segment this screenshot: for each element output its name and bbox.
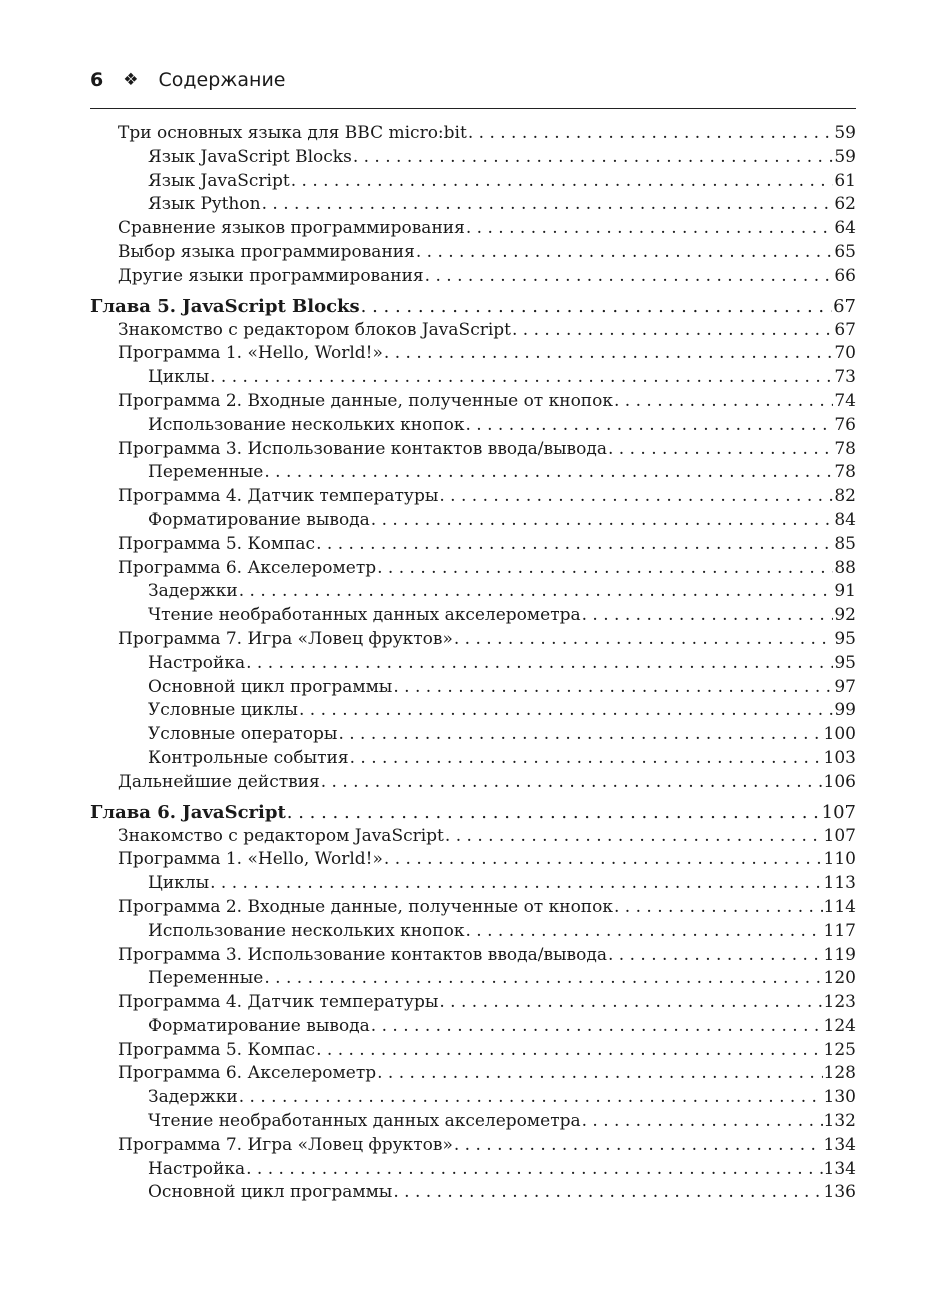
toc-entry — [90, 872, 856, 896]
toc-entry — [90, 580, 856, 604]
toc-entry — [90, 438, 856, 462]
dot-leader — [246, 1158, 822, 1182]
dot-leader — [384, 342, 833, 366]
table-of-contents — [90, 122, 856, 1205]
toc-entry-title: Программа 6. Акселерометр — [118, 557, 377, 578]
toc-chapter-entry — [90, 294, 856, 319]
toc-entry-title: Задержки — [148, 581, 238, 602]
toc-entry-title: Форматирование вывода — [148, 1015, 370, 1036]
dot-leader — [465, 414, 833, 438]
toc-entry-title: Программа 6. Акселерометр — [118, 1063, 377, 1084]
toc-entry — [90, 170, 856, 194]
toc-entry-page: 91 — [834, 581, 856, 602]
toc-entry — [90, 241, 856, 265]
toc-entry-page: 103 — [823, 747, 856, 768]
dot-leader — [465, 920, 822, 944]
toc-entry — [90, 944, 856, 968]
toc-entry-title: Переменные — [148, 968, 264, 989]
toc-entry — [90, 604, 856, 628]
dot-leader — [287, 800, 821, 825]
toc-entry — [90, 342, 856, 366]
toc-entry-page: 120 — [823, 968, 856, 989]
dot-leader — [416, 241, 834, 265]
dot-leader — [321, 771, 823, 795]
toc-entry — [90, 319, 856, 343]
toc-entry-title: Чтение необработанных данных акселерометра — [148, 605, 581, 626]
toc-entry-page: 64 — [834, 218, 856, 239]
toc-entry-title: Глава 5. JavaScript Blocks — [90, 295, 360, 317]
toc-entry-title: Форматирование вывода — [148, 509, 370, 530]
toc-entry — [90, 848, 856, 872]
toc-entry-page: 128 — [823, 1063, 856, 1084]
toc-entry-page: 124 — [823, 1015, 856, 1036]
toc-entry-page: 107 — [821, 801, 856, 823]
toc-entry-title: Использование нескольких кнопок — [148, 920, 465, 941]
dot-leader — [439, 485, 833, 509]
toc-entry — [90, 557, 856, 581]
dot-leader — [439, 991, 822, 1015]
toc-entry-title: Язык Python — [148, 194, 261, 215]
toc-entry-page: 92 — [834, 605, 856, 626]
dot-leader — [512, 319, 833, 343]
dot-leader — [614, 390, 833, 414]
dot-leader — [316, 533, 833, 557]
toc-entry-title: Три основных языка для BBC micro:bit — [118, 123, 467, 143]
toc-entry-title: Выбор языка программирования — [118, 241, 415, 262]
toc-entry-page: 67 — [834, 319, 856, 340]
toc-entry-page: 130 — [823, 1087, 856, 1108]
toc-entry-page: 106 — [823, 771, 856, 792]
toc-entry-title: Использование нескольких кнопок — [148, 414, 465, 435]
toc-entry-title: Программа 5. Компас — [118, 1039, 316, 1060]
dot-leader — [454, 1134, 823, 1158]
dot-leader — [466, 217, 834, 241]
dot-leader — [316, 1039, 822, 1063]
toc-entry-page: 88 — [834, 557, 856, 578]
dot-leader — [377, 1062, 822, 1086]
toc-entry-title: Программа 1. «Hello, World!» — [118, 343, 383, 364]
page-number: 6 — [90, 69, 104, 91]
toc-entry — [90, 652, 856, 676]
toc-entry-page: 59 — [834, 146, 856, 167]
toc-entry-title: Сравнение языков программирования — [118, 218, 465, 239]
toc-entry-page: 76 — [834, 414, 856, 435]
toc-entry — [90, 991, 856, 1015]
toc-entry — [90, 676, 856, 700]
toc-entry — [90, 509, 856, 533]
toc-entry-page: 132 — [823, 1111, 856, 1132]
toc-entry-page: 95 — [834, 652, 856, 673]
toc-entry — [90, 1086, 856, 1110]
toc-entry — [90, 366, 856, 390]
dot-leader — [353, 146, 834, 170]
toc-entry-page: 134 — [823, 1158, 856, 1179]
toc-entry-page: 97 — [834, 676, 856, 697]
dot-leader — [384, 848, 823, 872]
toc-entry-title: Другие языки программирования — [118, 265, 424, 286]
dot-leader — [262, 193, 834, 217]
dot-leader — [371, 1015, 823, 1039]
dot-leader — [299, 699, 833, 723]
toc-entry-page: 82 — [834, 486, 856, 507]
toc-entry — [90, 628, 856, 652]
toc-entry — [90, 414, 856, 438]
toc-entry-page: 134 — [823, 1134, 856, 1155]
toc-entry — [90, 825, 856, 849]
toc-entry — [90, 723, 856, 747]
toc-entry-title: Знакомство с редактором JavaScript — [118, 825, 444, 846]
toc-entry — [90, 920, 856, 944]
dot-leader — [291, 170, 834, 194]
toc-entry-title: Циклы — [148, 873, 210, 894]
toc-entry-page: 123 — [823, 992, 856, 1013]
toc-entry-title: Циклы — [148, 367, 210, 388]
toc-entry-title: Глава 6. JavaScript — [90, 801, 286, 823]
toc-entry-title: Программа 3. Использование контактов ввода/вывода — [118, 438, 607, 459]
toc-entry — [90, 1062, 856, 1086]
toc-entry-page: 113 — [823, 873, 856, 894]
toc-entry-page: 107 — [823, 825, 856, 846]
toc-entry-title: Программа 7. Игра «Ловец фруктов» — [118, 1134, 453, 1155]
dot-leader — [361, 294, 832, 319]
toc-entry-title: Язык JavaScript — [148, 170, 290, 191]
toc-entry-title: Задержки — [148, 1087, 238, 1108]
dot-leader — [210, 366, 833, 390]
toc-entry-title: Дальнейшие действия — [118, 771, 320, 792]
toc-entry-page: 100 — [823, 724, 856, 745]
dot-leader — [608, 944, 823, 968]
dot-leader — [264, 461, 833, 485]
dot-leader — [468, 122, 834, 146]
dot-leader — [377, 557, 833, 581]
toc-entry-page: 67 — [833, 295, 856, 317]
toc-entry-title: Настройка — [148, 1158, 246, 1179]
dot-leader — [582, 1110, 823, 1134]
toc-entry-page: 78 — [834, 462, 856, 483]
toc-entry — [90, 146, 856, 170]
toc-entry-title: Программа 3. Использование контактов ввода/вывода — [118, 944, 607, 965]
toc-entry-page: 74 — [834, 390, 856, 411]
running-header — [90, 66, 856, 94]
toc-entry — [90, 896, 856, 920]
toc-entry — [90, 1015, 856, 1039]
toc-entry — [90, 1158, 856, 1182]
toc-entry — [90, 967, 856, 991]
toc-entry-title: Программа 2. Входные данные, полученные от кнопок — [118, 896, 613, 917]
dot-leader — [393, 676, 833, 700]
toc-entry-page: 78 — [834, 438, 856, 459]
toc-entry-title: Условные циклы — [148, 700, 298, 721]
toc-entry — [90, 533, 856, 557]
toc-entry — [90, 771, 856, 795]
dot-leader — [246, 652, 833, 676]
toc-entry-page: 59 — [834, 123, 856, 143]
toc-entry-title: Программа 1. «Hello, World!» — [118, 849, 383, 870]
dot-leader — [338, 723, 822, 747]
toc-entry — [90, 217, 856, 241]
toc-chapter-entry — [90, 800, 856, 825]
toc-entry-title: Контрольные события — [148, 747, 349, 768]
toc-entry — [90, 265, 856, 289]
toc-entry-page: 62 — [834, 194, 856, 215]
running-title: Содержание — [158, 69, 286, 91]
toc-entry-page: 136 — [823, 1182, 856, 1203]
dot-leader — [454, 628, 834, 652]
toc-entry-title: Условные операторы — [148, 724, 338, 745]
toc-entry-page: 99 — [834, 700, 856, 721]
toc-entry-page: 119 — [823, 944, 856, 965]
toc-entry-title: Настройка — [148, 652, 246, 673]
dot-leader — [264, 967, 822, 991]
toc-entry-title: Программа 5. Компас — [118, 533, 316, 554]
toc-entry-page: 65 — [834, 241, 856, 262]
toc-entry — [90, 193, 856, 217]
dot-leader — [614, 896, 823, 920]
toc-entry — [90, 1181, 856, 1205]
toc-entry — [90, 461, 856, 485]
toc-entry-title: Основной цикл программы — [148, 1182, 393, 1203]
dot-leader — [239, 1086, 823, 1110]
toc-entry — [90, 1039, 856, 1063]
toc-entry-page: 73 — [834, 367, 856, 388]
toc-entry — [90, 122, 856, 146]
toc-entry-title: Программа 4. Датчик температуры — [118, 992, 439, 1013]
toc-entry-title: Основной цикл программы — [148, 676, 393, 697]
toc-entry — [90, 747, 856, 771]
toc-entry-page: 125 — [823, 1039, 856, 1060]
toc-entry-page: 70 — [834, 343, 856, 364]
dot-leader — [210, 872, 822, 896]
toc-entry-title: Язык JavaScript Blocks — [148, 146, 352, 167]
toc-entry — [90, 699, 856, 723]
toc-entry-title: Чтение необработанных данных акселерометра — [148, 1111, 581, 1132]
toc-entry — [90, 1134, 856, 1158]
dot-leader — [393, 1181, 822, 1205]
dot-leader — [425, 265, 834, 289]
dot-leader — [371, 509, 834, 533]
toc-entry — [90, 485, 856, 509]
dot-leader — [350, 747, 823, 771]
header-rule — [90, 108, 856, 109]
toc-entry — [90, 1110, 856, 1134]
toc-entry-title: Программа 7. Игра «Ловец фруктов» — [118, 628, 453, 649]
toc-entry-page: 95 — [834, 628, 856, 649]
dot-leader — [608, 438, 833, 462]
toc-entry-title: Программа 2. Входные данные, полученные от кнопок — [118, 390, 613, 411]
toc-entry-title: Переменные — [148, 462, 264, 483]
toc-entry-page: 85 — [834, 533, 856, 554]
toc-entry-title: Знакомство с редактором блоков JavaScript — [118, 319, 511, 340]
ornament-icon: ❖ — [123, 70, 139, 90]
toc-entry-page: 117 — [823, 920, 856, 941]
toc-entry-page: 84 — [834, 509, 856, 530]
dot-leader — [582, 604, 834, 628]
toc-entry-page: 66 — [834, 265, 856, 286]
toc-entry-title: Программа 4. Датчик температуры — [118, 486, 439, 507]
toc-entry-page: 110 — [823, 849, 856, 870]
toc-entry-page: 61 — [834, 170, 856, 191]
dot-leader — [239, 580, 834, 604]
toc-entry-page: 114 — [823, 896, 856, 917]
dot-leader — [445, 825, 823, 849]
toc-entry — [90, 390, 856, 414]
